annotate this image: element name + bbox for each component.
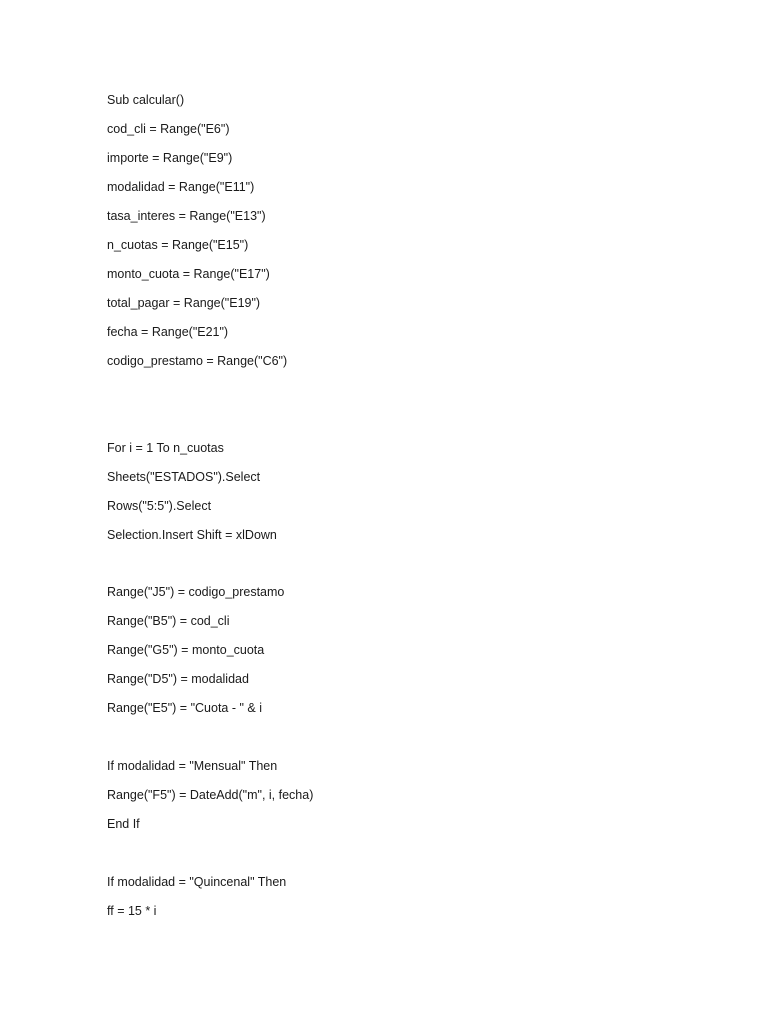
code-line: Rows("5:5").Select — [107, 499, 212, 513]
code-line: importe = Range("E9") — [107, 151, 233, 165]
code-line: codigo_prestamo = Range("C6") — [107, 354, 288, 368]
code-line: tasa_interes = Range("E13") — [107, 209, 266, 223]
code-line: fecha = Range("E21") — [107, 325, 229, 339]
code-line: n_cuotas = Range("E15") — [107, 238, 249, 252]
code-line: monto_cuota = Range("E17") — [107, 267, 270, 281]
code-line: Range("B5") = cod_cli — [107, 614, 230, 628]
code-line: Range("F5") = DateAdd("m", i, fecha) — [107, 788, 314, 802]
code-line: If modalidad = "Mensual" Then — [107, 759, 278, 773]
code-line: If modalidad = "Quincenal" Then — [107, 875, 287, 889]
code-line: End If — [107, 817, 140, 831]
code-line: Range("J5") = codigo_prestamo — [107, 585, 285, 599]
code-line: modalidad = Range("E11") — [107, 180, 255, 194]
code-line: total_pagar = Range("E19") — [107, 296, 261, 310]
code-line: Range("E5") = "Cuota - " & i — [107, 701, 262, 715]
code-line: Range("D5") = modalidad — [107, 672, 249, 686]
code-line: ff = 15 * i — [107, 904, 157, 918]
code-line: Selection.Insert Shift = xlDown — [107, 528, 277, 542]
code-line: Range("G5") = monto_cuota — [107, 643, 265, 657]
code-line: Sub calcular() — [107, 93, 185, 107]
code-line: For i = 1 To n_cuotas — [107, 441, 224, 455]
code-line: Sheets("ESTADOS").Select — [107, 470, 261, 484]
code-line: cod_cli = Range("E6") — [107, 122, 230, 136]
